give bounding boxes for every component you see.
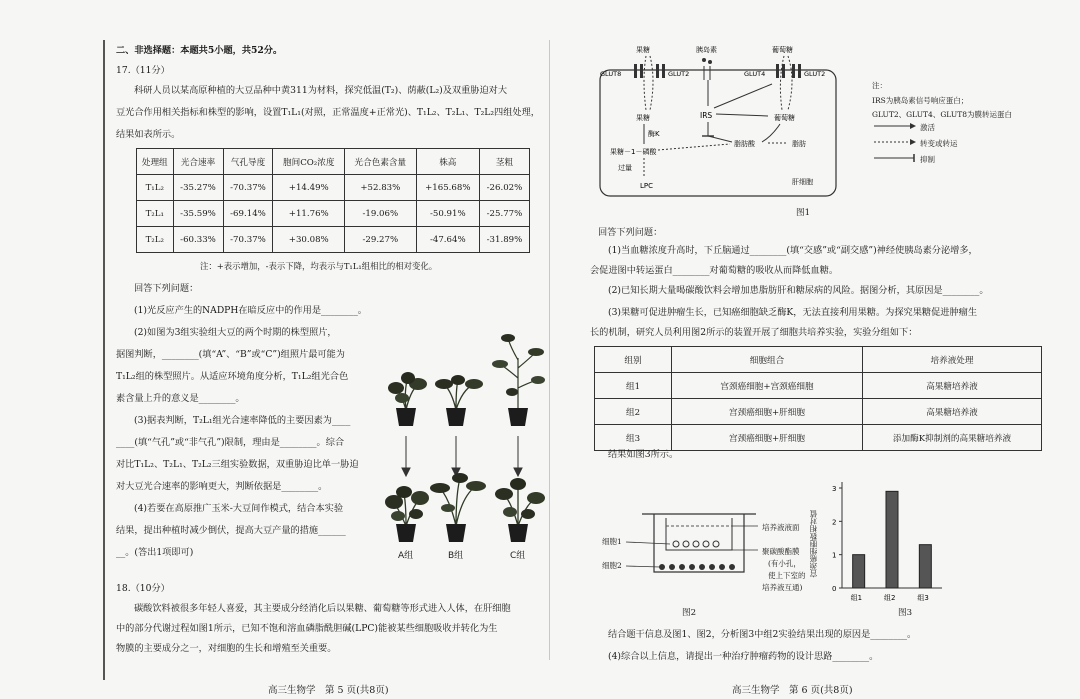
q18-intro-line1: 碳酸饮料被很多年轻人喜爱，其主要成分经消化后以果糖、葡萄糖等形式进入人体，在肝细胞: [134, 603, 511, 614]
table-cell: -60.33%: [173, 227, 223, 253]
fructose-inside-label: 果糖: [636, 114, 650, 122]
y-tick-label: 0: [832, 585, 837, 593]
table-cell: -69.14%: [223, 201, 273, 227]
glut8-channel: [634, 64, 637, 78]
q17-intro-line2: 豆光合作用相关指标和株型的影响，设置T₁L₁(对照，正常温度+正常光)、T₁L₂、T₂L₁、T₂L₂四组处理，: [116, 107, 540, 118]
legend-activate: 激活: [920, 123, 935, 132]
table-header: 处理组: [137, 149, 174, 175]
q17-results-table: [136, 148, 530, 253]
q18-sub3-line1: (3)果糖可促进肿瘤生长，已知癌细胞缺乏酶K，无法直接利用果糖。为探究果糖促进肿瘤生: [608, 307, 978, 318]
glut2-channel: [662, 64, 665, 78]
table-cell: 宫颈癌细胞+肝细胞: [672, 425, 863, 451]
plant-a-early: [388, 372, 427, 426]
question-17-header: 17.（11分）: [116, 65, 170, 76]
growth-arrows: [402, 436, 522, 476]
table-header: 株高: [416, 149, 479, 175]
glut2b-label: GLUT2: [804, 70, 826, 78]
q17-sub3-line1: (3)据表判断，T₂L₁组光合速率降低的主要因素为____: [134, 415, 351, 426]
q18-group-table: [594, 346, 1042, 451]
table-note: 注：+表示增加，-表示下降，均表示与T₁L₁组相比的相对变化。: [200, 261, 438, 271]
legend-transform: 转变或转运: [920, 139, 958, 148]
table-cell: -50.91%: [416, 201, 479, 227]
membrane-note-3: 培养液互通): [762, 583, 803, 592]
x-tick-label: 组3: [917, 594, 929, 602]
table-cell: 宫颈癌细胞+肝细胞: [672, 399, 863, 425]
q17-sub2-line2: 据图判断，________(填“A”、“B”或“C”)组照片最可能为: [116, 349, 345, 360]
table-cell: T₂L₁: [137, 201, 174, 227]
q17-sub4-line3: __。(答出1项即可): [116, 547, 194, 558]
plant-c-late: [495, 478, 545, 542]
table-header: 胞间CO₂浓度: [273, 149, 345, 175]
table-cell: 组2: [595, 399, 672, 425]
photo-label-a: A组: [398, 551, 414, 561]
table-row: [137, 175, 530, 201]
section-title: 二、非选择题：本题共5小题，共52分。: [116, 45, 283, 56]
cell-1-label: 细胞1: [602, 537, 622, 546]
cell-2-label: 细胞2: [602, 561, 622, 570]
q17-sub2-line4: 素含量上升的意义是________。: [116, 393, 245, 404]
plant-photos-figure: [380, 318, 546, 563]
fructose-outside-label: 果糖: [636, 46, 650, 54]
q17-sub4-line1: (4)若要在高原推广玉米-大豆间作模式，结合本实验: [134, 503, 344, 514]
y-tick-label: 2: [832, 518, 837, 527]
table-cell: -35.27%: [173, 175, 223, 201]
table-cell: 组1: [595, 373, 672, 399]
legend-line2: GLUT2、GLUT4、GLUT8为膜转运蛋白: [872, 110, 1012, 119]
table-cell: -29.27%: [344, 227, 416, 253]
table-row: [595, 373, 1042, 399]
membrane-label: 聚碳酸酯膜: [762, 547, 800, 556]
glut8-channel: [640, 64, 643, 78]
x-tick-label: 组1: [850, 594, 863, 602]
q18-sub1-line2: 会促进图中转运蛋白________对葡萄糖的吸收从而降低血糖。: [590, 265, 839, 276]
insulin-molecule: [702, 58, 706, 62]
cell-2-layer: [659, 564, 735, 570]
table-cell: -70.37%: [223, 175, 273, 201]
table-cell: 组3: [595, 425, 672, 451]
glut4-channel: [782, 64, 785, 78]
table-cell: -19.06%: [344, 201, 416, 227]
q18-intro-line2: 中的部分代谢过程如图1所示，已知不饱和溶血磷脂酰胆碱(LPC)能被某些细胞吸收并转化为生: [116, 623, 498, 634]
medium-level-label: 培养液液面: [762, 523, 800, 532]
excess-label: 过量: [618, 164, 632, 172]
q17-sub4-line2: 结果，提出种植时减少倒伏，提高大豆产量的措施______: [116, 525, 346, 536]
q17-intro-line3: 结果如表所示。: [116, 129, 181, 140]
fatty-acid-label: 脂肪酸: [734, 140, 755, 148]
table-header-row: [137, 149, 530, 175]
y-axis-label: 宫颈癌细胞数相对值: [809, 510, 818, 578]
table-cell: -35.59%: [173, 201, 223, 227]
right-page: [556, 0, 1080, 699]
glucose-outside-label: 葡萄糖: [772, 46, 793, 54]
glut2-channel: [656, 64, 659, 78]
legend-title: 注：: [872, 81, 887, 90]
table-row: [137, 227, 530, 253]
table-cell: -47.64%: [416, 227, 479, 253]
page-footer-right: 高三生物学 第 6 页(共8页): [732, 685, 853, 696]
figure-1-caption: 图1: [796, 208, 811, 218]
table-header: 细胞组合: [672, 347, 863, 373]
insulin-label: 胰岛素: [696, 46, 717, 54]
table-cell: -25.77%: [479, 201, 529, 227]
table-row: [595, 425, 1042, 451]
irs-label: IRS: [700, 111, 713, 120]
figure-3-bar-chart: [820, 470, 950, 610]
table-header: 气孔导度: [223, 149, 273, 175]
result-text: 结果如图3所示。: [608, 449, 679, 460]
table-cell: -26.02%: [479, 175, 529, 201]
y-tick-label: 3: [832, 485, 837, 493]
table-header: 组别: [595, 347, 672, 373]
membrane-note-2: 使上下室的: [768, 571, 806, 580]
q18-sub2: (2)已知长期大量喝碳酸饮料会增加患脂肪肝和糖尿病的风险。据图分析，其原因是________。: [608, 285, 989, 296]
table-cell: +14.49%: [273, 175, 345, 201]
glut2-label: GLUT2: [668, 70, 690, 78]
q17-sub2-line3: T₁L₂组的株型照片。从适应环境角度分析，T₁L₂组光合色: [116, 371, 349, 382]
fat-label: 脂肪: [792, 140, 806, 148]
q18-intro-line3: 物膜的主要成分之一，对细胞的生长和增殖至关重要。: [116, 643, 337, 654]
q17-sub3-line4: 对大豆光合速率的影响更大，判断依据是________。: [116, 481, 328, 492]
plant-b-early: [435, 375, 483, 426]
figure-1-diagram: [596, 40, 846, 200]
table-header: 光合速率: [173, 149, 223, 175]
glut4-channel: [776, 64, 779, 78]
x-tick-label: 组2: [884, 594, 896, 602]
q17-sub1: (1)光反应产生的NADPH在暗反应中的作用是________。: [134, 305, 367, 316]
membrane-note-1: (有小孔，: [768, 559, 801, 568]
plant-b-late: [430, 473, 486, 542]
legend-line1: IRS为胰岛素信号响应蛋白；: [872, 96, 969, 105]
q17-prompt: 回答下列问题：: [134, 283, 199, 294]
cell-1-layer: [673, 541, 719, 547]
table-row: [595, 399, 1042, 425]
q18-sub3-question: 结合题干信息及图1、图2，分析图3中组2实验结果出现的原因是________。: [608, 629, 917, 640]
q18-sub3-line2: 长的机制，研究人员利用图2所示的装置开展了细胞共培养实验，实验分组如下：: [590, 327, 918, 338]
page-footer-left: 高三生物学 第 5 页(共8页): [268, 685, 389, 696]
table-header: 培养液处理: [863, 347, 1042, 373]
column-divider: [549, 40, 550, 660]
q18-prompt: 回答下列问题：: [598, 227, 663, 238]
table-header: 茎粗: [479, 149, 529, 175]
fructose-1p-label: 果糖－1－磷酸: [610, 148, 657, 156]
glut8-label: GLUT8: [600, 70, 622, 78]
table-row: [137, 201, 530, 227]
q17-sub3-line2: ____(填“气孔”或“非气孔”)限制，理由是________。综合: [116, 437, 345, 448]
table-cell: +52.83%: [344, 175, 416, 201]
glut4-label: GLUT4: [744, 70, 766, 78]
glut2b-channel: [798, 64, 801, 78]
table-header-row: [595, 347, 1042, 373]
table-cell: T₂L₂: [137, 227, 174, 253]
table-cell: 宫颈癌细胞+宫颈癌细胞: [672, 373, 863, 399]
legend-inhibit: 抑制: [920, 155, 935, 164]
bar-3: [919, 545, 931, 588]
q17-sub3-line3: 对比T₁L₂、T₂L₁、T₂L₂三组实验数据，双重胁迫比单一胁迫: [116, 459, 359, 470]
bar-2: [886, 491, 898, 588]
plant-c-early: [492, 334, 545, 426]
table-cell: 添加酶K抑制剂的高果糖培养液: [863, 425, 1042, 451]
insulin-receptor: [704, 66, 710, 80]
table-cell: +30.08%: [273, 227, 345, 253]
table-cell: -31.89%: [479, 227, 529, 253]
insulin-molecule: [708, 60, 712, 64]
question-18-header: 18.（10分）: [116, 583, 170, 594]
table-cell: -70.37%: [223, 227, 273, 253]
enzyme-k-label: 酶K: [648, 130, 660, 138]
glut2b-channel: [792, 64, 795, 78]
table-cell: 高果糖培养液: [863, 399, 1042, 425]
table-cell: T₁L₂: [137, 175, 174, 201]
glucose-inside-label: 葡萄糖: [774, 114, 795, 122]
table-cell: +165.68%: [416, 175, 479, 201]
photo-label-b: B组: [448, 551, 464, 561]
lpc-label: LPC: [640, 182, 654, 190]
table-header: 光合色素含量: [344, 149, 416, 175]
liver-cell-label: 肝细胞: [792, 178, 813, 186]
q18-sub1-line1: (1)当血糖浓度升高时，下丘脑通过________(填“交感”或“副交感”)神经使胰岛素分泌增多，: [608, 245, 978, 256]
table-cell: +11.76%: [273, 201, 345, 227]
photo-label-c: C组: [510, 551, 526, 561]
q17-intro-line1: 科研人员以某高原种植的大豆品种中黄311为材料，探究低温(T₂)、荫蔽(L₂)及双重胁迫对大: [134, 85, 508, 96]
bar-1: [853, 555, 865, 588]
q18-sub4: (4)综合以上信息，请提出一种治疗肿瘤药物的设计思路________。: [608, 651, 879, 662]
figure-3-caption: 图3: [898, 608, 913, 618]
y-tick-label: 1: [832, 551, 837, 560]
table-cell: 高果糖培养液: [863, 373, 1042, 399]
figure-2-caption: 图2: [682, 608, 697, 618]
plant-a-late: [385, 486, 429, 542]
q17-sub2-line1: (2)如图为3组实验组大豆的两个时期的株型照片，: [134, 327, 337, 338]
